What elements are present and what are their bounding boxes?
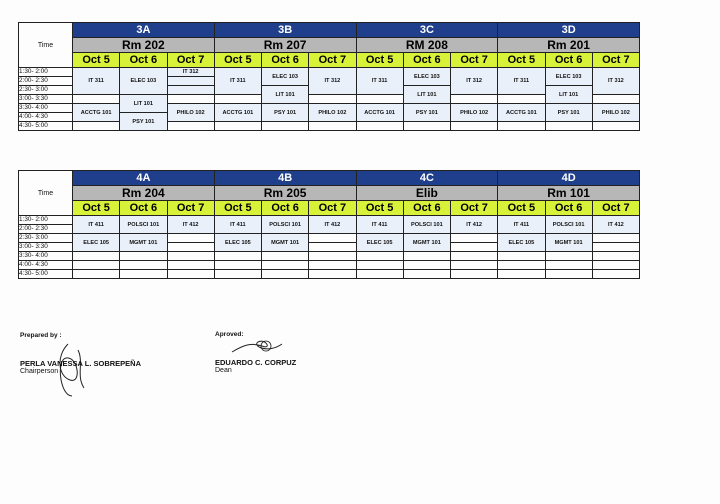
day-header: Oct 6	[262, 53, 309, 68]
class-cell: IT 311	[73, 68, 120, 95]
empty-cell	[356, 122, 403, 131]
class-cell: IT 311	[214, 68, 261, 95]
empty-cell	[167, 86, 214, 95]
empty-cell	[403, 270, 450, 279]
empty-cell	[167, 252, 214, 261]
empty-cell	[592, 261, 639, 270]
class-cell: IT 412	[451, 216, 498, 234]
empty-cell	[214, 252, 261, 261]
section-3b: 3B	[214, 23, 356, 38]
class-cell: PHILO 102	[451, 104, 498, 122]
empty-cell	[356, 252, 403, 261]
empty-cell	[309, 270, 356, 279]
section-3c: 3C	[356, 23, 498, 38]
room-3a: Rm 202	[73, 38, 215, 53]
class-cell: IT 312	[309, 68, 356, 95]
empty-cell	[498, 122, 545, 131]
day-header: Oct 6	[120, 201, 167, 216]
empty-cell	[167, 243, 214, 252]
class-cell: ELEC 103	[120, 68, 167, 95]
day-header: Oct 5	[498, 53, 545, 68]
class-cell: LIT 101	[262, 86, 309, 104]
day-header: Oct 7	[167, 53, 214, 68]
empty-cell	[120, 270, 167, 279]
empty-cell	[120, 252, 167, 261]
empty-cell	[403, 261, 450, 270]
empty-cell	[356, 270, 403, 279]
empty-cell	[167, 270, 214, 279]
empty-cell	[309, 122, 356, 131]
class-cell: IT 411	[498, 216, 545, 234]
room-3c: RM 208	[356, 38, 498, 53]
time-slot: 1:30- 2:00	[19, 216, 73, 225]
empty-cell	[309, 261, 356, 270]
class-cell: IT 412	[309, 216, 356, 234]
class-cell: IT 411	[214, 216, 261, 234]
day-header: Oct 6	[403, 53, 450, 68]
class-cell: ELEC 105	[73, 234, 120, 252]
section-4d: 4D	[498, 171, 640, 186]
class-cell: PSY 101	[545, 104, 592, 122]
empty-cell	[451, 261, 498, 270]
time-slot: 4:30- 5:00	[19, 122, 73, 131]
day-header: Oct 5	[73, 53, 120, 68]
class-cell: LIT 101	[120, 95, 167, 113]
day-header: Oct 5	[356, 201, 403, 216]
class-cell: ELEC 105	[214, 234, 261, 252]
class-cell: ELEC 105	[498, 234, 545, 252]
empty-cell	[214, 95, 261, 104]
empty-cell	[403, 252, 450, 261]
empty-cell	[545, 270, 592, 279]
empty-cell	[592, 252, 639, 261]
empty-cell	[451, 95, 498, 104]
empty-cell	[73, 252, 120, 261]
chairperson-title: Chairperson	[20, 368, 59, 375]
section-4a: 4A	[73, 171, 215, 186]
time-slot: 4:00- 4:30	[19, 113, 73, 122]
empty-cell	[451, 252, 498, 261]
approved-signatory	[215, 358, 296, 374]
day-header: Oct 5	[73, 201, 120, 216]
empty-cell	[214, 122, 261, 131]
day-header: Oct 7	[592, 201, 639, 216]
schedule-table-4th-year	[18, 170, 640, 279]
empty-cell	[262, 270, 309, 279]
time-slot: 3:30- 4:00	[19, 104, 73, 113]
room-4c: Elib	[356, 186, 498, 201]
empty-cell	[592, 95, 639, 104]
time-slot: 1:30- 2:00	[19, 68, 73, 77]
day-header: Oct 6	[262, 201, 309, 216]
empty-cell	[167, 261, 214, 270]
class-cell: ELEC 103	[262, 68, 309, 86]
time-header: Time	[19, 23, 73, 68]
chairperson-name: PERLA VANESSA L. SOBREPEÑA	[20, 359, 141, 368]
empty-cell	[309, 243, 356, 252]
empty-cell	[356, 261, 403, 270]
time-header: Time	[19, 171, 73, 216]
empty-cell	[498, 261, 545, 270]
room-4d: Rm 101	[498, 186, 640, 201]
time-slot: 2:30- 3:00	[19, 86, 73, 95]
prepared-signatory	[20, 359, 141, 375]
empty-cell	[309, 95, 356, 104]
class-cell: ACCTG 101	[356, 104, 403, 122]
day-header: Oct 6	[545, 53, 592, 68]
empty-cell	[309, 234, 356, 243]
time-slot: 2:30- 3:00	[19, 234, 73, 243]
class-cell: MGMT 101	[403, 234, 450, 252]
class-cell: PSY 101	[403, 104, 450, 122]
class-cell: MGMT 101	[262, 234, 309, 252]
class-cell: POLSCI 101	[120, 216, 167, 234]
day-header: Oct 5	[214, 53, 261, 68]
class-cell: MGMT 101	[545, 234, 592, 252]
class-cell: IT 312	[451, 68, 498, 95]
day-header: Oct 6	[403, 201, 450, 216]
empty-cell	[262, 252, 309, 261]
class-cell: IT 412	[592, 216, 639, 234]
class-cell: LIT 101	[545, 86, 592, 104]
section-4b: 4B	[214, 171, 356, 186]
empty-cell	[498, 252, 545, 261]
time-slot: 4:00- 4:30	[19, 261, 73, 270]
dean-signature-scribble	[228, 334, 288, 360]
empty-cell	[73, 95, 120, 104]
approved-by-label: Aproved:	[215, 331, 244, 338]
empty-cell	[451, 122, 498, 131]
empty-cell	[167, 122, 214, 131]
class-cell: PHILO 102	[309, 104, 356, 122]
day-header: Oct 7	[167, 201, 214, 216]
empty-cell	[545, 252, 592, 261]
empty-cell	[73, 261, 120, 270]
empty-cell	[451, 234, 498, 243]
class-cell: IT 411	[73, 216, 120, 234]
day-header: Oct 5	[214, 201, 261, 216]
time-slot: 2:00- 2:30	[19, 225, 73, 234]
day-header: Oct 5	[356, 53, 403, 68]
section-4c: 4C	[356, 171, 498, 186]
section-3d: 3D	[498, 23, 640, 38]
class-cell: POLSCI 101	[262, 216, 309, 234]
empty-cell	[167, 234, 214, 243]
class-cell: IT 312	[592, 68, 639, 95]
empty-cell	[309, 252, 356, 261]
empty-cell	[214, 270, 261, 279]
class-cell: ACCTG 101	[73, 104, 120, 122]
class-cell: PHILO 102	[592, 104, 639, 122]
class-cell: IT 312	[167, 68, 214, 77]
empty-cell	[73, 270, 120, 279]
time-slot: 3:30- 4:00	[19, 252, 73, 261]
class-cell: ELEC 105	[356, 234, 403, 252]
prepared-by-label: Prepared by :	[20, 332, 62, 339]
dean-title: Dean	[215, 367, 232, 374]
empty-cell	[592, 270, 639, 279]
time-slot: 2:00- 2:30	[19, 77, 73, 86]
class-cell: MGMT 101	[120, 234, 167, 252]
empty-cell	[545, 261, 592, 270]
time-slot: 3:00- 3:30	[19, 243, 73, 252]
class-cell: PHILO 102	[167, 104, 214, 122]
empty-cell	[545, 122, 592, 131]
class-cell: PSY 101	[262, 104, 309, 122]
empty-cell	[356, 95, 403, 104]
room-4a: Rm 204	[73, 186, 215, 201]
empty-cell	[262, 122, 309, 131]
class-cell: IT 411	[356, 216, 403, 234]
empty-cell	[592, 243, 639, 252]
day-header: Oct 7	[592, 53, 639, 68]
day-header: Oct 5	[498, 201, 545, 216]
class-cell: IT 311	[356, 68, 403, 95]
empty-cell	[262, 261, 309, 270]
time-slot: 4:30- 5:00	[19, 270, 73, 279]
class-cell: POLSCI 101	[403, 216, 450, 234]
dean-name: EDUARDO C. CORPUZ	[215, 358, 297, 367]
day-header: Oct 6	[120, 53, 167, 68]
day-header: Oct 7	[451, 201, 498, 216]
class-cell: ELEC 103	[545, 68, 592, 86]
class-cell: ELEC 103	[403, 68, 450, 86]
class-cell: IT 412	[167, 216, 214, 234]
day-header: Oct 7	[451, 53, 498, 68]
class-cell: PSY 101	[120, 113, 167, 131]
empty-cell	[403, 122, 450, 131]
empty-cell	[498, 95, 545, 104]
empty-cell	[592, 122, 639, 131]
empty-cell	[214, 261, 261, 270]
empty-cell	[73, 122, 120, 131]
time-slot: 3:00- 3:30	[19, 95, 73, 104]
day-header: Oct 7	[309, 53, 356, 68]
room-3d: Rm 201	[498, 38, 640, 53]
empty-cell	[167, 95, 214, 104]
empty-cell	[167, 77, 214, 86]
room-3b: Rm 207	[214, 38, 356, 53]
day-header: Oct 6	[545, 201, 592, 216]
room-4b: Rm 205	[214, 186, 356, 201]
empty-cell	[120, 261, 167, 270]
empty-cell	[451, 270, 498, 279]
class-cell: ACCTG 101	[214, 104, 261, 122]
day-header: Oct 7	[309, 201, 356, 216]
class-cell: ACCTG 101	[498, 104, 545, 122]
class-cell: POLSCI 101	[545, 216, 592, 234]
empty-cell	[451, 243, 498, 252]
schedule-table-3rd-year	[18, 22, 640, 131]
empty-cell	[498, 270, 545, 279]
empty-cell	[592, 234, 639, 243]
section-3a: 3A	[73, 23, 215, 38]
class-cell: LIT 101	[403, 86, 450, 104]
class-cell: IT 311	[498, 68, 545, 95]
